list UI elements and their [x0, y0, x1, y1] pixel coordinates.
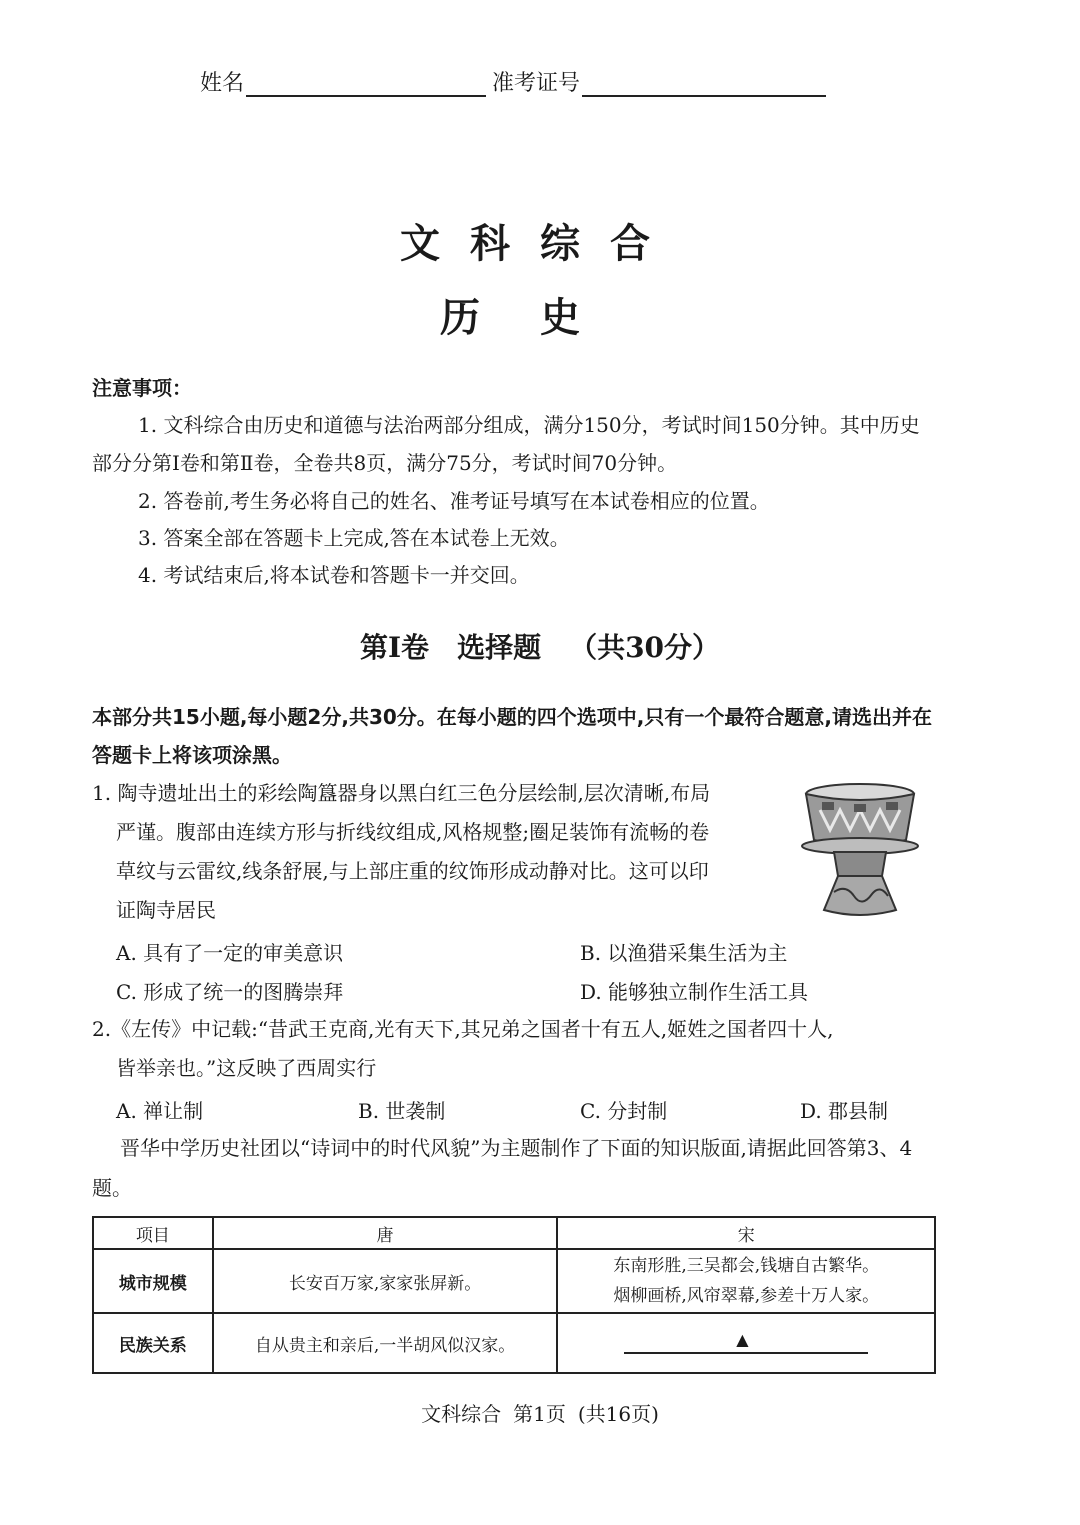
song-city-line-2: 烟柳画桥,风帘翠幕,参差十万人家。 — [613, 1286, 880, 1306]
q1-option-d[interactable]: D. 能够独立制作生活工具 — [580, 980, 809, 1004]
q1-option-b[interactable]: B. 以渔猎采集生活为主 — [580, 941, 788, 965]
q1-option-a[interactable]: A. 具有了一定的审美意识 — [116, 941, 344, 965]
painted-pottery-gui-image — [800, 780, 920, 920]
cell-song-city — [557, 1249, 935, 1313]
notice-item-1: 1. 文科综合由历史和道德与法治两部分组成，满分150分，考试时间150分钟。其中历史部分分第Ⅰ卷和第Ⅱ卷，全卷共8页，满分75分，考试时间70分钟。 — [92, 413, 920, 475]
q1-stem-line-3: 草纹与云雷纹,线条舒展,与上部庄重的纹饰形成动静对比。这可以印 — [116, 859, 709, 883]
exam-title: 文科综合 — [400, 220, 680, 267]
table-header-tang: 唐 — [213, 1217, 558, 1249]
cell-song-ethnic — [557, 1313, 935, 1373]
question-1 — [92, 774, 792, 930]
section-score: （共30分） — [569, 631, 721, 664]
cell-tang-city: 长安百万家,家家张屏新。 — [213, 1249, 558, 1313]
q1-option-c[interactable]: C. 形成了统一的图腾崇拜 — [116, 980, 344, 1004]
section-part: 第Ⅰ卷 — [359, 631, 430, 664]
section-instructions: 本部分共15小题,每小题2分,共30分。在每小题的四个选项中,只有一个最符合题意,请选出并在答题卡上将该项涂黑。 — [92, 705, 932, 767]
notice-item-3: 3. 答案全部在答题卡上完成,答在本试卷上无效。 — [138, 526, 570, 550]
page-footer — [0, 1398, 1080, 1427]
question-2 — [92, 1010, 942, 1088]
candidate-header — [200, 66, 826, 97]
q2-option-d[interactable]: D. 郡县制 — [800, 1099, 889, 1123]
footer-page: 第1页 — [513, 1402, 566, 1426]
table-row — [93, 1313, 935, 1373]
q1-stem-line-4: 证陶寺居民 — [116, 898, 216, 922]
subject-title: 历史 — [440, 294, 640, 341]
name-label: 姓名 — [200, 71, 245, 96]
footer-total: (共16页) — [577, 1402, 659, 1426]
q2-option-a[interactable]: A. 禅让制 — [116, 1099, 204, 1123]
triangle-marker-icon: ▲ — [736, 1329, 749, 1349]
section-title — [0, 626, 1080, 666]
table-header-song: 宋 — [557, 1217, 935, 1249]
q1-stem-line-1: 1. 陶寺遗址出土的彩绘陶簋器身以黑白红三色分层绘制,层次清晰,布局 — [92, 781, 711, 805]
section-name: 选择题 — [457, 631, 542, 664]
questions-3-4-context: 晋华中学历史社团以“诗词中的时代风貌”为主题制作了下面的知识版面,请据此回答第3、4题。 — [92, 1136, 913, 1200]
knowledge-table — [92, 1216, 936, 1374]
q2-option-c[interactable]: C. 分封制 — [580, 1099, 668, 1123]
name-blank[interactable] — [246, 73, 486, 97]
exam-id-blank[interactable] — [582, 73, 826, 97]
notice-item-4: 4. 考试结束后,将本试卷和答题卡一并交回。 — [138, 563, 530, 587]
q2-stem-line-2: 皆举亲也。”这反映了西周实行 — [116, 1056, 377, 1080]
q2-option-b[interactable]: B. 世袭制 — [358, 1099, 446, 1123]
q2-stem-line-1: 2.《左传》中记载:“昔武王克商,光有天下,其兄弟之国者十有五人,姬姓之国者四十人, — [92, 1017, 834, 1041]
table-row — [93, 1249, 935, 1313]
song-city-line-1: 东南形胜,三吴都会,钱塘自古繁华。 — [613, 1256, 880, 1276]
notice-item-2: 2. 答卷前,考生务必将自己的姓名、准考证号填写在本试卷相应的位置。 — [138, 489, 770, 513]
footer-subject: 文科综合 — [421, 1402, 502, 1426]
cell-tang-ethnic: 自从贵主和亲后,一半胡风似汉家。 — [213, 1313, 558, 1373]
table-header-row — [93, 1217, 935, 1249]
table-header-item: 项目 — [93, 1217, 213, 1249]
exam-id-label: 准考证号 — [492, 71, 581, 96]
notice-heading: 注意事项： — [92, 376, 192, 400]
row-item-city-scale: 城市规模 — [93, 1249, 213, 1313]
q1-stem-line-2: 严谨。腹部由连续方形与折线纹组成,风格规整;圈足装饰有流畅的卷 — [116, 820, 710, 844]
song-ethnic-blank[interactable] — [624, 1328, 868, 1354]
row-item-ethnic-relations: 民族关系 — [93, 1313, 213, 1373]
